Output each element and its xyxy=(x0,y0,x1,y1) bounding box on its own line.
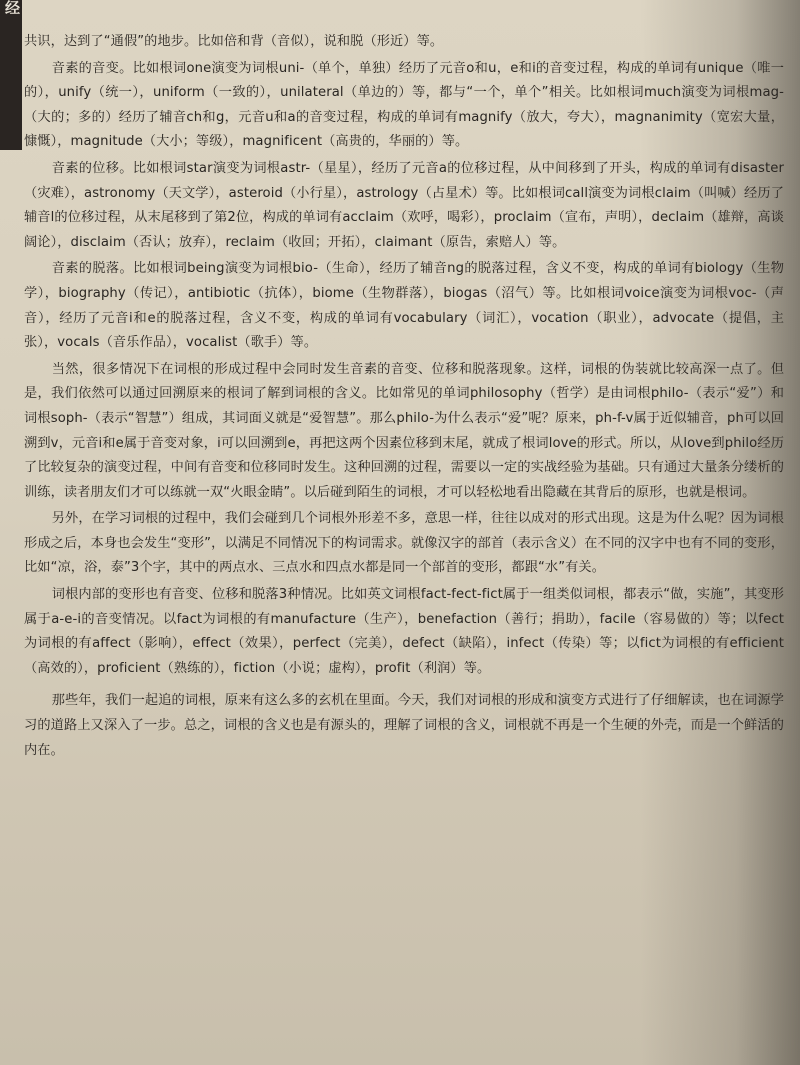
paragraph-conclusion: 那些年，我们一起追的词根，原来有这么多的玄机在里面。今天，我们对词根的形成和演变方式进行了仔细解读，也在词源学习的道路上又深入了一步。总之，词根的含义也是有源头的，理解了词根的含义，词根就不再是一个生硬的外壳，而是一个鲜活的内在。 xyxy=(24,693,784,758)
paragraph-intro-continuation: 共识，达到了“通假”的地步。比如倍和背（音似），说和脱（形近）等。 xyxy=(24,34,444,49)
spine-label: 经 xyxy=(3,0,21,15)
paragraph-combined-changes: 当然，很多情况下在词根的形成过程中会同时发生音素的音变、位移和脱落现象。这样，词根的伪装就比较高深一点了。但是，我们依然可以通过回溯原来的根词了解到词根的含义。比如常见的单词philosophy（哲学）是由词根philo-（表示“爱”）和词根soph-（表示“智慧”）组成，其词面义就是“爱智慧”。那么philo-为什么表示“爱”呢？原来，ph-f-v属于近似辅音，ph可以回溯到v，元音i和e属于音变对象，i可以回溯到e，再把这两个因素位移到末尾，就成了根词love的形式。所以，从love到philo经历了比较复杂的演变过程，中间有音变和位移同时发生。这种回溯的过程，需要以一定的实战经验为基础。只有通过大量条分缕析的训练，读者朋友们才可以练就一双“火眼金睛”。以后碰到陌生的词根，才可以轻松地看出隐藏在其背后的原形，也就是根词。 xyxy=(24,361,784,500)
page-body-text xyxy=(24,30,784,765)
book-spine-edge xyxy=(0,0,22,150)
paragraph-phoneme-change: 音素的音变。比如根词one演变为词根uni-（单个，单独）经历了元音o和u，e和i的音变过程，构成的单词有unique（唯一的），unify（统一），uniform（一致的），unilateral（单边的）等，都与“一个，单个”相关。比如根词much演变为词根mag-（大的；多的）经历了辅音ch和g，元音u和a的音变过程，构成的单词有magnify（放大，夸大），magnanimity（宽宏大量，慷慨），magnitude（大小；等级），magnificent（高贵的，华丽的）等。 xyxy=(24,60,784,150)
paragraph-phoneme-shift: 音素的位移。比如根词star演变为词根astr-（星星），经历了元音a的位移过程，从中间移到了开头，构成的单词有disaster（灾难），astronomy（天文学），asteroid（小行星），astrology（占星术）等。比如根词call演变为词根claim（叫喊）经历了辅音l的位移过程，从末尾移到了第2位，构成的单词有acclaim（欢呼，喝彩），proclaim（宣布，声明），declaim（雄辩，高谈阔论），disclaim（否认；放弃），reclaim（收回；开拓），claimant（原告，索赔人）等。 xyxy=(24,160,784,250)
paragraph-internal-variants: 词根内部的变形也有音变、位移和脱落3种情况。比如英文词根fact-fect-fict属于一组类似词根，都表示“做，实施”，其变形属于a-e-i的音变情况。以fact为词根的有manufacture（生产），benefaction（善行；捐助），facile（容易做的）等；以fect为词根的有affect（影响），effect（效果），perfect（完美），defect（缺陷），infect（传染）等；以fict为词根的有efficient（高效的），proficient（熟练的），fiction（小说；虚构），profit（利润）等。 xyxy=(24,587,784,676)
paragraph-root-variants: 另外，在学习词根的过程中，我们会碰到几个词根外形差不多，意思一样，往往以成对的形式出现。这是为什么呢？因为词根形成之后，本身也会发生“变形”，以满足不同情况下的构词需求。就像汉字的部首（表示含义）在不同的汉字中也有不同的变形，比如“凉，浴，泰”3个字，其中的两点水、三点水和四点水都是同一个部首的变形，都跟“水”有关。 xyxy=(24,511,784,576)
paragraph-phoneme-drop: 音素的脱落。比如根词being演变为词根bio-（生命），经历了辅音ng的脱落过程，含义不变，构成的单词有biology（生物学），biography（传记），antibiotic（抗体），biome（生物群落），biogas（沼气）等。比如根词voice演变为词根voc-（声音），经历了元音i和e的脱落过程，含义不变，构成的单词有vocabulary（词汇），vocation（职业），advocate（提倡，主张），vocals（音乐作品），vocalist（歌手）等。 xyxy=(24,261,784,351)
